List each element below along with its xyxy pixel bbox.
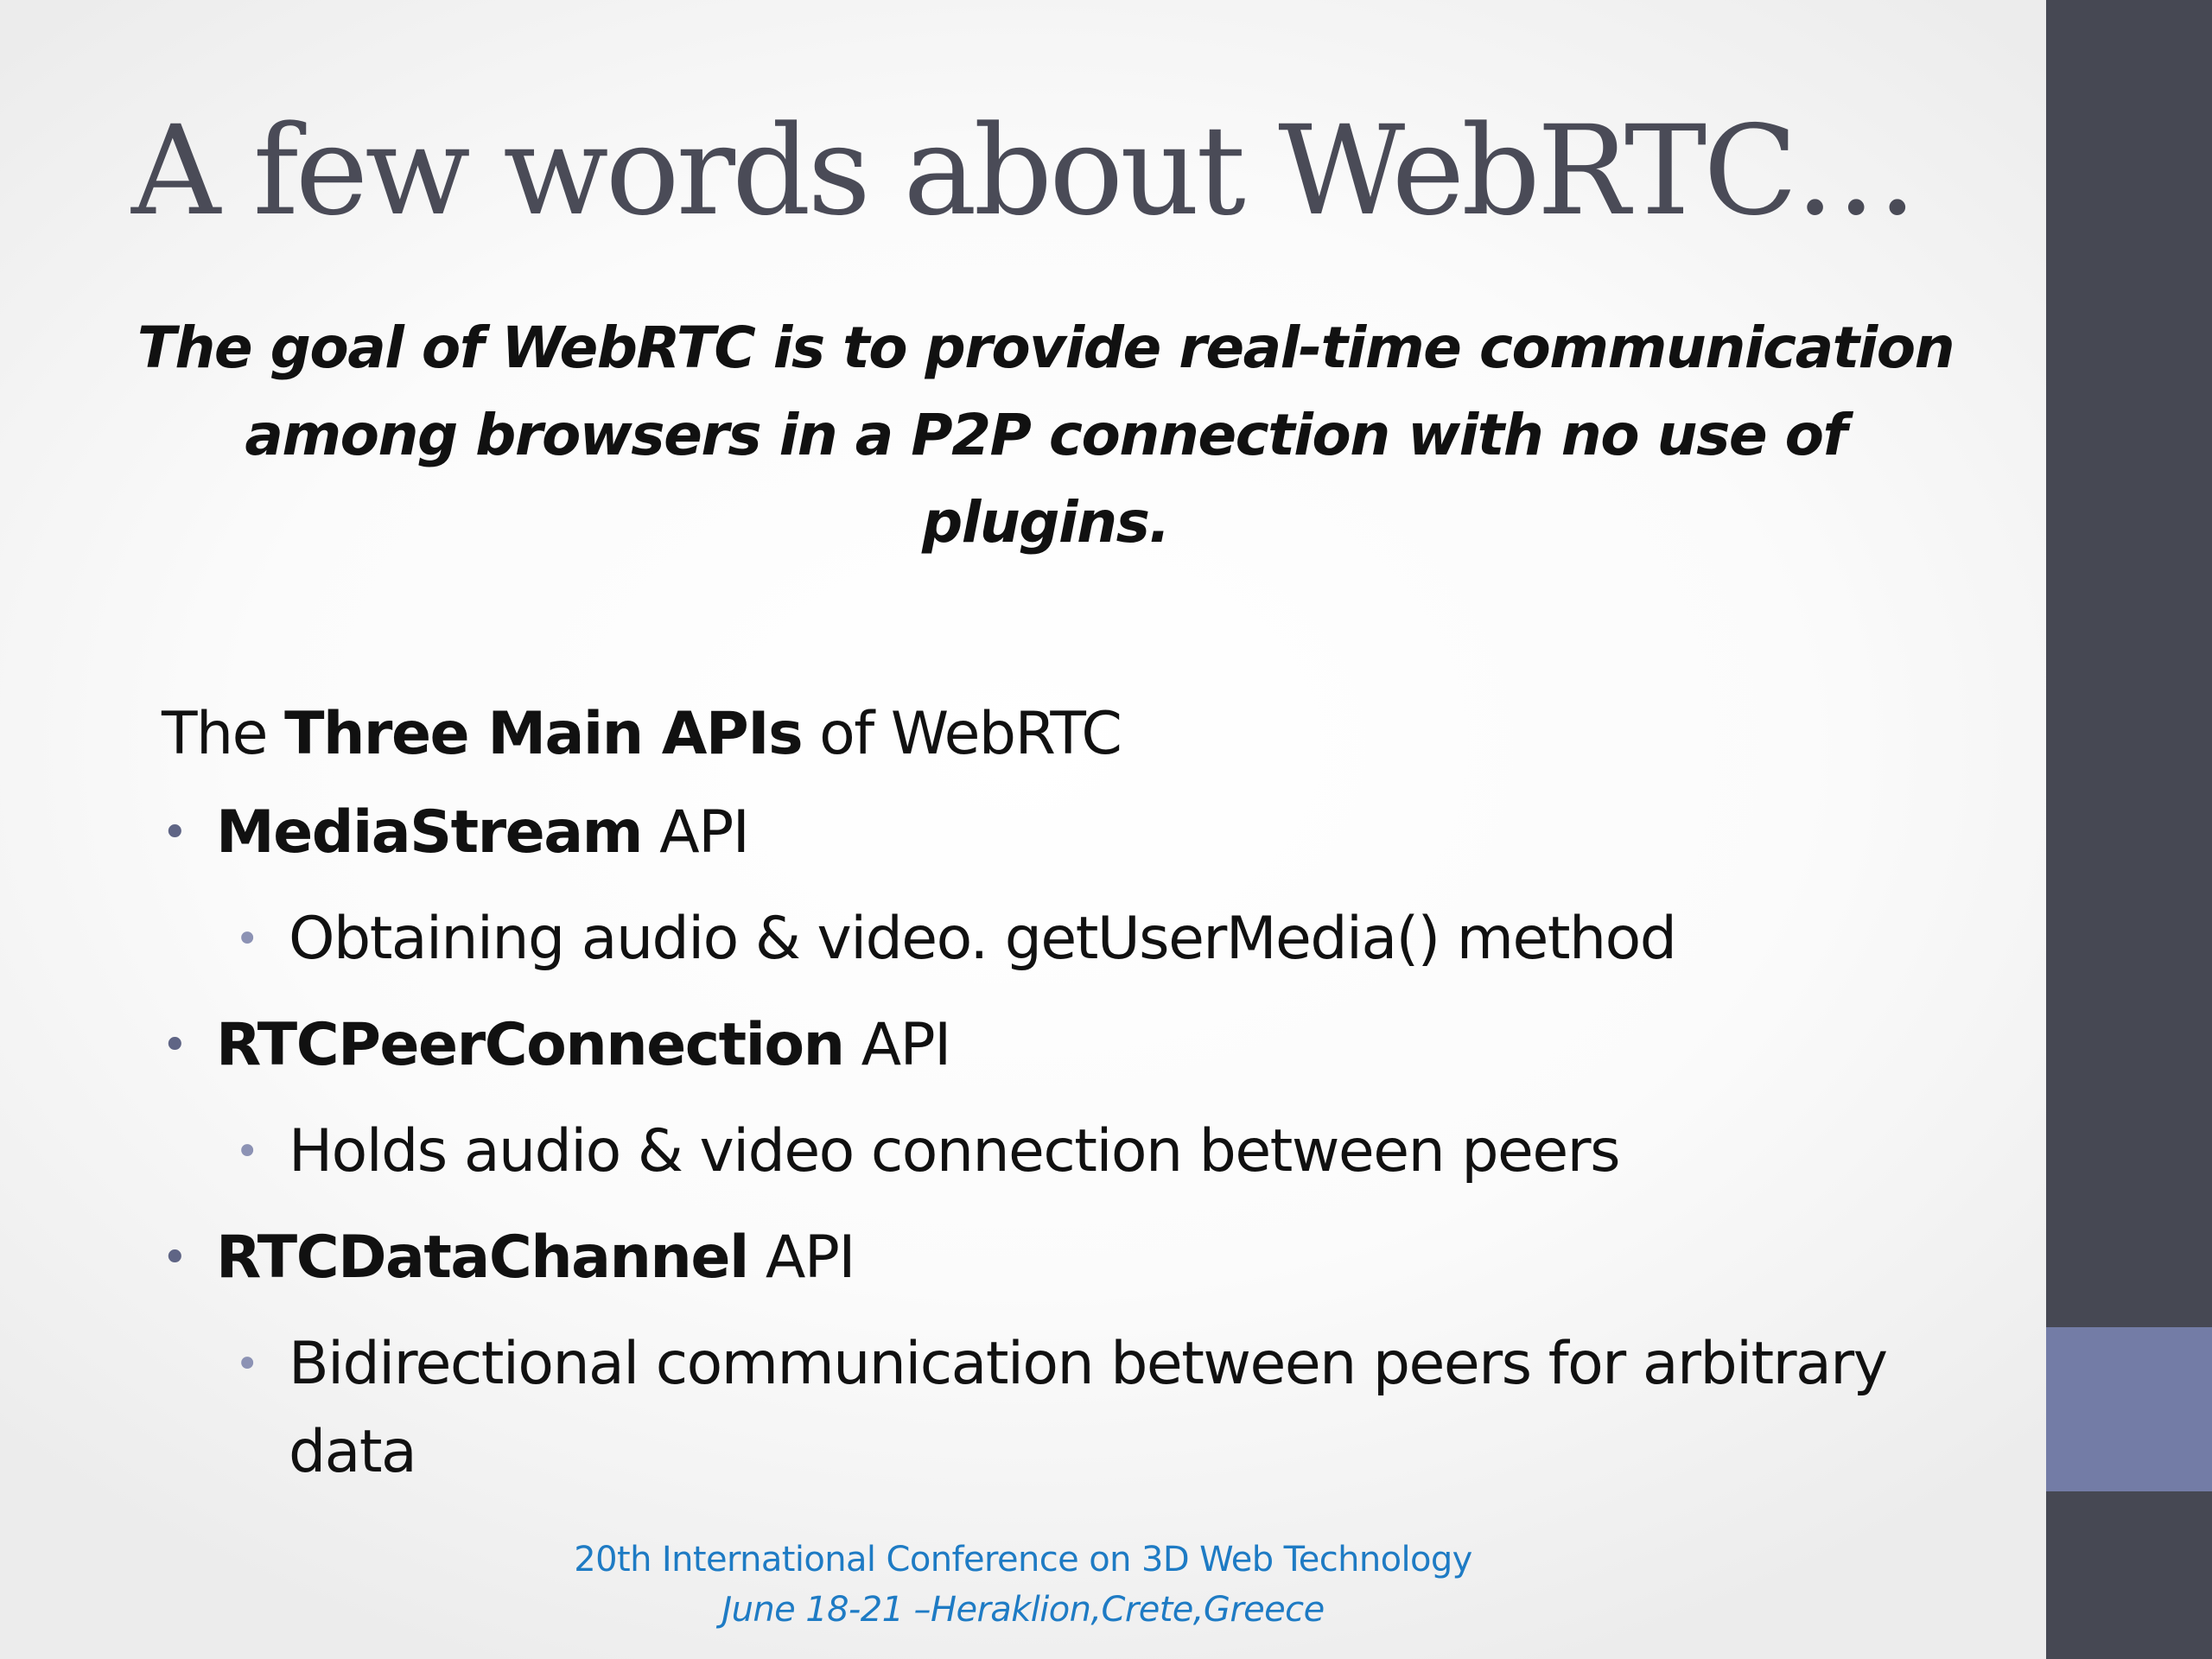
goal-statement: The goal of WebRTC is to provide real-time communication among browsers in a P2P connection with no use of plugins. — [137, 315, 1955, 556]
api-intro-post: of WebRTC — [819, 700, 1122, 768]
api-section — [162, 691, 1993, 1507]
sub-bullet-icon: • — [235, 915, 258, 963]
footer — [0, 1535, 2046, 1635]
footer-date: June 18-21 –Heraklion,Crete,Greece — [721, 1590, 1325, 1630]
api-detail: Obtaining audio & video. getUserMedia() method — [289, 905, 1676, 973]
api-name: MediaStream — [216, 798, 643, 867]
list-item-mediastream — [162, 781, 1993, 885]
api-intro-bold: Three Main APIs — [284, 700, 803, 768]
api-detail: Holds audio & video connection between peers — [289, 1117, 1620, 1185]
bullet-icon: • — [162, 807, 188, 859]
list-item-rtcpeerconnection — [162, 994, 1993, 1097]
api-detail: Bidirectional communication between peers for arbitrary data — [289, 1330, 1887, 1486]
api-suffix: API — [765, 1224, 855, 1292]
api-name: RTCPeerConnection — [216, 1011, 844, 1079]
list-item-rtcdatachannel — [162, 1206, 1993, 1310]
list-subitem-rtcdatachannel — [162, 1320, 1993, 1497]
sub-bullet-icon: • — [235, 1340, 258, 1389]
api-intro — [162, 691, 1993, 778]
api-suffix: API — [659, 798, 749, 867]
sub-bullet-icon: • — [235, 1128, 258, 1176]
side-accent-block — [2046, 1327, 2212, 1491]
api-suffix: API — [861, 1011, 950, 1079]
slide-title: A few words about WebRTC… — [131, 99, 1915, 243]
list-subitem-rtcpeerconnection — [162, 1108, 1993, 1196]
bullet-icon: • — [162, 1232, 188, 1284]
api-intro-pre: The — [162, 700, 267, 768]
list-subitem-mediastream — [162, 895, 1993, 983]
api-name: RTCDataChannel — [216, 1224, 748, 1292]
footer-conference: 20th International Conference on 3D Web Technology — [574, 1540, 1472, 1580]
bullet-icon: • — [162, 1020, 188, 1071]
